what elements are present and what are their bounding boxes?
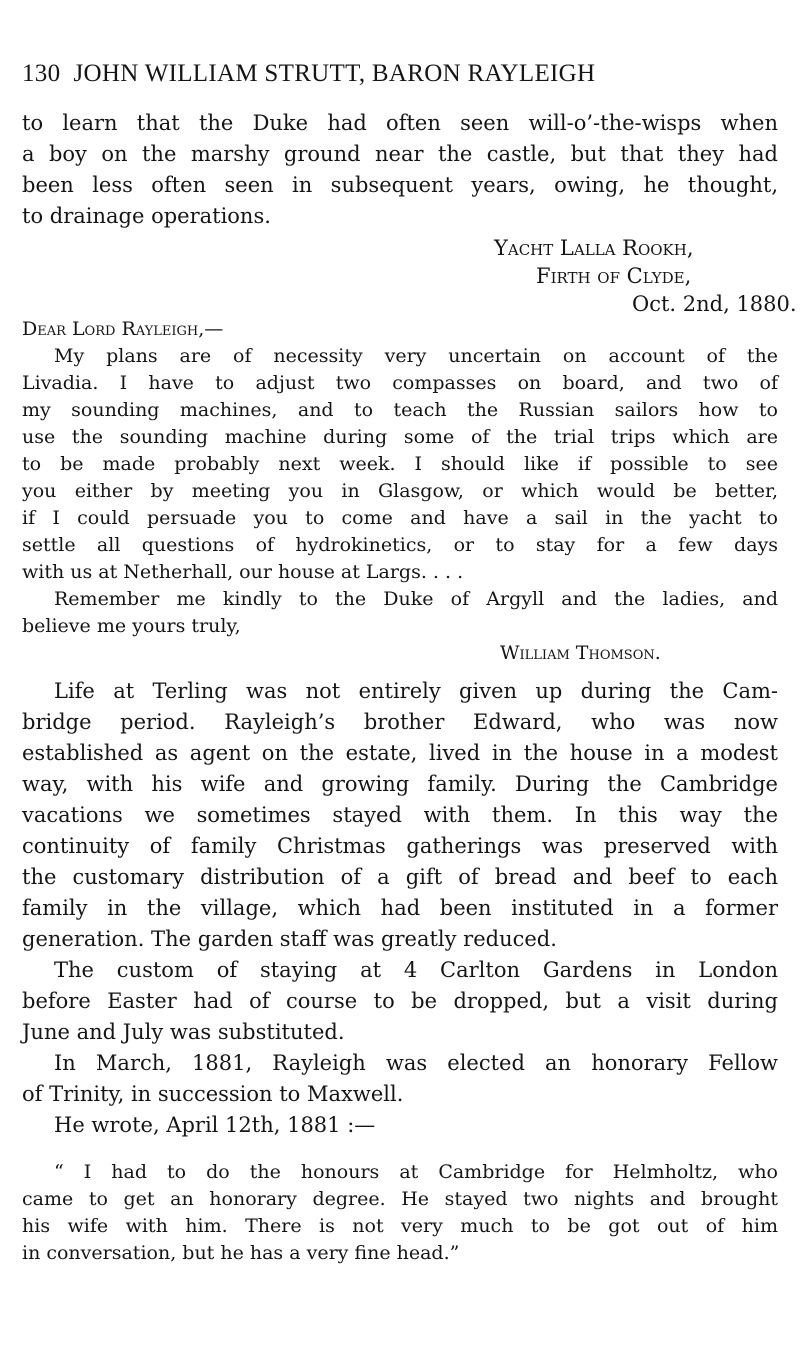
letter-line: if I could persuade you to come and have a sail in the yacht to <box>22 507 778 529</box>
address-line: Firth of Clyde, <box>536 264 692 288</box>
letter-body <box>22 316 778 667</box>
letter-line: you either by meeting you in Glasgow, or which would be better, <box>22 480 778 502</box>
text-line: of Trinity, in succession to Maxwell. <box>22 1082 404 1106</box>
main-paragraphs <box>22 676 778 1141</box>
letter-line: with us at Netherhall, our house at Largs. . . . <box>22 561 464 583</box>
text-line: the customary distribution of a gift of bread and beef to each <box>22 865 778 889</box>
text-line: vacations we sometimes stayed with them. In this way the <box>22 803 778 827</box>
letter-line: Remember me kindly to the Duke of Argyll and the ladies, and <box>54 588 778 610</box>
letter-line: settle all questions of hydrokinetics, or to stay for a few days <box>22 534 778 556</box>
text-line: family in the village, which had been instituted in a former <box>22 896 778 920</box>
text-line: to drainage operations. <box>22 204 271 228</box>
address-line: Oct. 2nd, 1880. <box>632 292 797 316</box>
text-line: before Easter had of course to be dropped, but a visit during <box>22 989 778 1013</box>
text-line: bridge period. Rayleigh’s brother Edward, who was now <box>22 710 778 734</box>
quote-line: came to get an honorary degree. He stayed two nights and brought <box>22 1188 778 1210</box>
text-line: established as agent on the estate, lived in the house in a modest <box>22 741 778 765</box>
opening-paragraph <box>22 108 778 232</box>
page-number: 130 <box>22 60 61 87</box>
letter-line: use the sounding machine during some of the trial trips which are <box>22 426 778 448</box>
text-line: generation. The garden staff was greatly reduced. <box>22 927 557 951</box>
text-line: June and July was substituted. <box>22 1020 345 1044</box>
address-line: Yacht Lalla Rookh, <box>494 236 694 260</box>
text-line: Life at Terling was not entirely given up during the Cam- <box>54 679 778 703</box>
running-header <box>22 60 784 88</box>
text-line: continuity of family Christmas gatherings was preserved with <box>22 834 778 858</box>
salutation: Dear Lord Rayleigh,— <box>22 318 224 340</box>
letter-line: my sounding machines, and to teach the Russian sailors how to <box>22 399 778 421</box>
quote-line: in conversation, but he has a very fine head.” <box>22 1242 460 1264</box>
helmholtz-quote <box>22 1159 778 1267</box>
text-line: to learn that the Duke had often seen will-o’-the-wisps when <box>22 111 778 135</box>
running-title: JOHN WILLIAM STRUTT, BARON RAYLEIGH <box>73 60 596 87</box>
text-line: He wrote, April 12th, 1881 :— <box>54 1113 376 1137</box>
signature: William Thomson. <box>500 642 661 664</box>
text-line: In March, 1881, Rayleigh was elected an honorary Fellow <box>54 1051 778 1075</box>
letter-line: My plans are of necessity very uncertain on account of the <box>54 345 778 367</box>
text-line: a boy on the marshy ground near the castle, but that they had <box>22 142 778 166</box>
text-line: been less often seen in subsequent years, owing, he thought, <box>22 173 778 197</box>
letter-line: Livadia. I have to adjust two compasses on board, and two of <box>22 372 778 394</box>
quote-line: “ I had to do the honours at Cambridge for Helmholtz, who <box>54 1161 778 1183</box>
text-line: way, with his wife and growing family. During the Cambridge <box>22 772 778 796</box>
letter-address <box>494 234 797 318</box>
letter-line: believe me yours truly, <box>22 615 241 637</box>
quote-line: his wife with him. There is not very much to be got out of him <box>22 1215 778 1237</box>
text-line: The custom of staying at 4 Carlton Gardens in London <box>54 958 778 982</box>
letter-line: to be made probably next week. I should like if possible to see <box>22 453 778 475</box>
